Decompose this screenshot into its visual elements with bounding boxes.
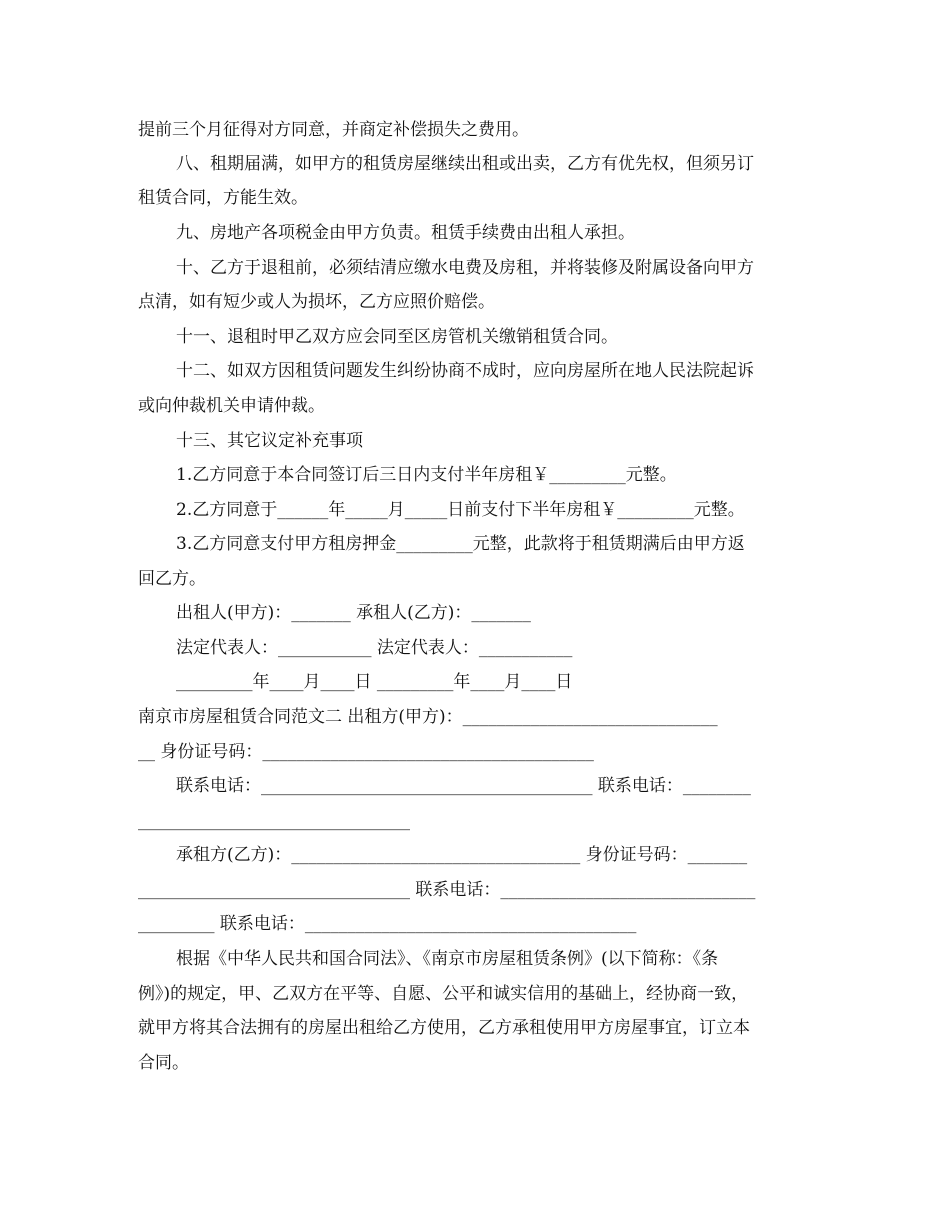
supplement-item-2: 2.乙方同意于______年_____月_____日前支付下半年房租￥_________元整。: [176, 500, 745, 520]
text-line: 点清，如有短少或人为损坏，乙方应照价赔偿。: [138, 292, 495, 312]
preamble-line: 例》)的规定，甲、乙双方在平等、自愿、公平和诚实信用的基础上，经协商一致，: [138, 984, 749, 1004]
section-title-line: 南京市房屋租赁合同范文二 出租方(甲方)：______________________________: [138, 707, 718, 727]
lessor-phone-line: 联系电话：_______________________________________ 联系电话：________: [176, 776, 751, 796]
phone-line: _________ 联系电话：_______________________________________: [138, 914, 637, 934]
preamble-line: 就甲方将其合法拥有的房屋出租给乙方使用，乙方承租使用甲方房屋事宜，订立本: [138, 1018, 750, 1038]
legal-representatives: 法定代表人：___________ 法定代表人：___________: [176, 638, 573, 658]
text-line: 回乙方。: [138, 569, 206, 589]
text-line: 提前三个月征得对方同意，并商定补偿损失之费用。: [138, 120, 529, 140]
signature-dates: _________年____月____日 _________年____月____日: [176, 672, 573, 692]
preamble-line: 合同。: [138, 1053, 189, 1073]
supplement-item-1: 1.乙方同意于本合同签订后三日内支付半年房租￥_________元整。: [176, 465, 677, 485]
clause-12: 十二、如双方因租赁问题发生纠纷协商不成时，应向房屋所在地人民法院起诉: [176, 361, 754, 381]
text-line: 租赁合同，方能生效。: [138, 188, 308, 208]
lessor-id-line: __ 身份证号码：_______________________________________: [138, 742, 594, 762]
lessee-line: 承租方(乙方)：__________________________________ 身份证号码：_______: [176, 845, 748, 865]
supplement-item-3: 3.乙方同意支付甲方租房押金_________元整，此款将于租赁期满后由甲方返: [176, 534, 745, 554]
clause-10: 十、乙方于退租前，必须结清应缴水电费及房租，并将装修及附属设备向甲方: [176, 258, 754, 278]
blank-line: ________________________________: [138, 811, 410, 831]
text-line: 或向仲裁机关申请仲裁。: [138, 396, 325, 416]
signature-parties: 出租人(甲方)：_______ 承租人(乙方)：_______: [176, 603, 531, 623]
lessee-phone-line: ________________________________ 联系电话：______________________________: [138, 880, 756, 900]
preamble-line: 根据《中华人民共和国合同法》、《南京市房屋租赁条例》(以下简称：《条: [176, 949, 719, 969]
clause-11: 十一、退租时甲乙双方应会同至区房管机关缴销租赁合同。: [176, 327, 618, 347]
clause-9: 九、房地产各项税金由甲方负责。租赁手续费由出租人承担。: [176, 223, 635, 243]
clause-13: 十三、其它议定补充事项: [176, 431, 363, 451]
clause-8: 八、租期届满，如甲方的租赁房屋继续出租或出卖，乙方有优先权，但须另订: [176, 154, 754, 174]
